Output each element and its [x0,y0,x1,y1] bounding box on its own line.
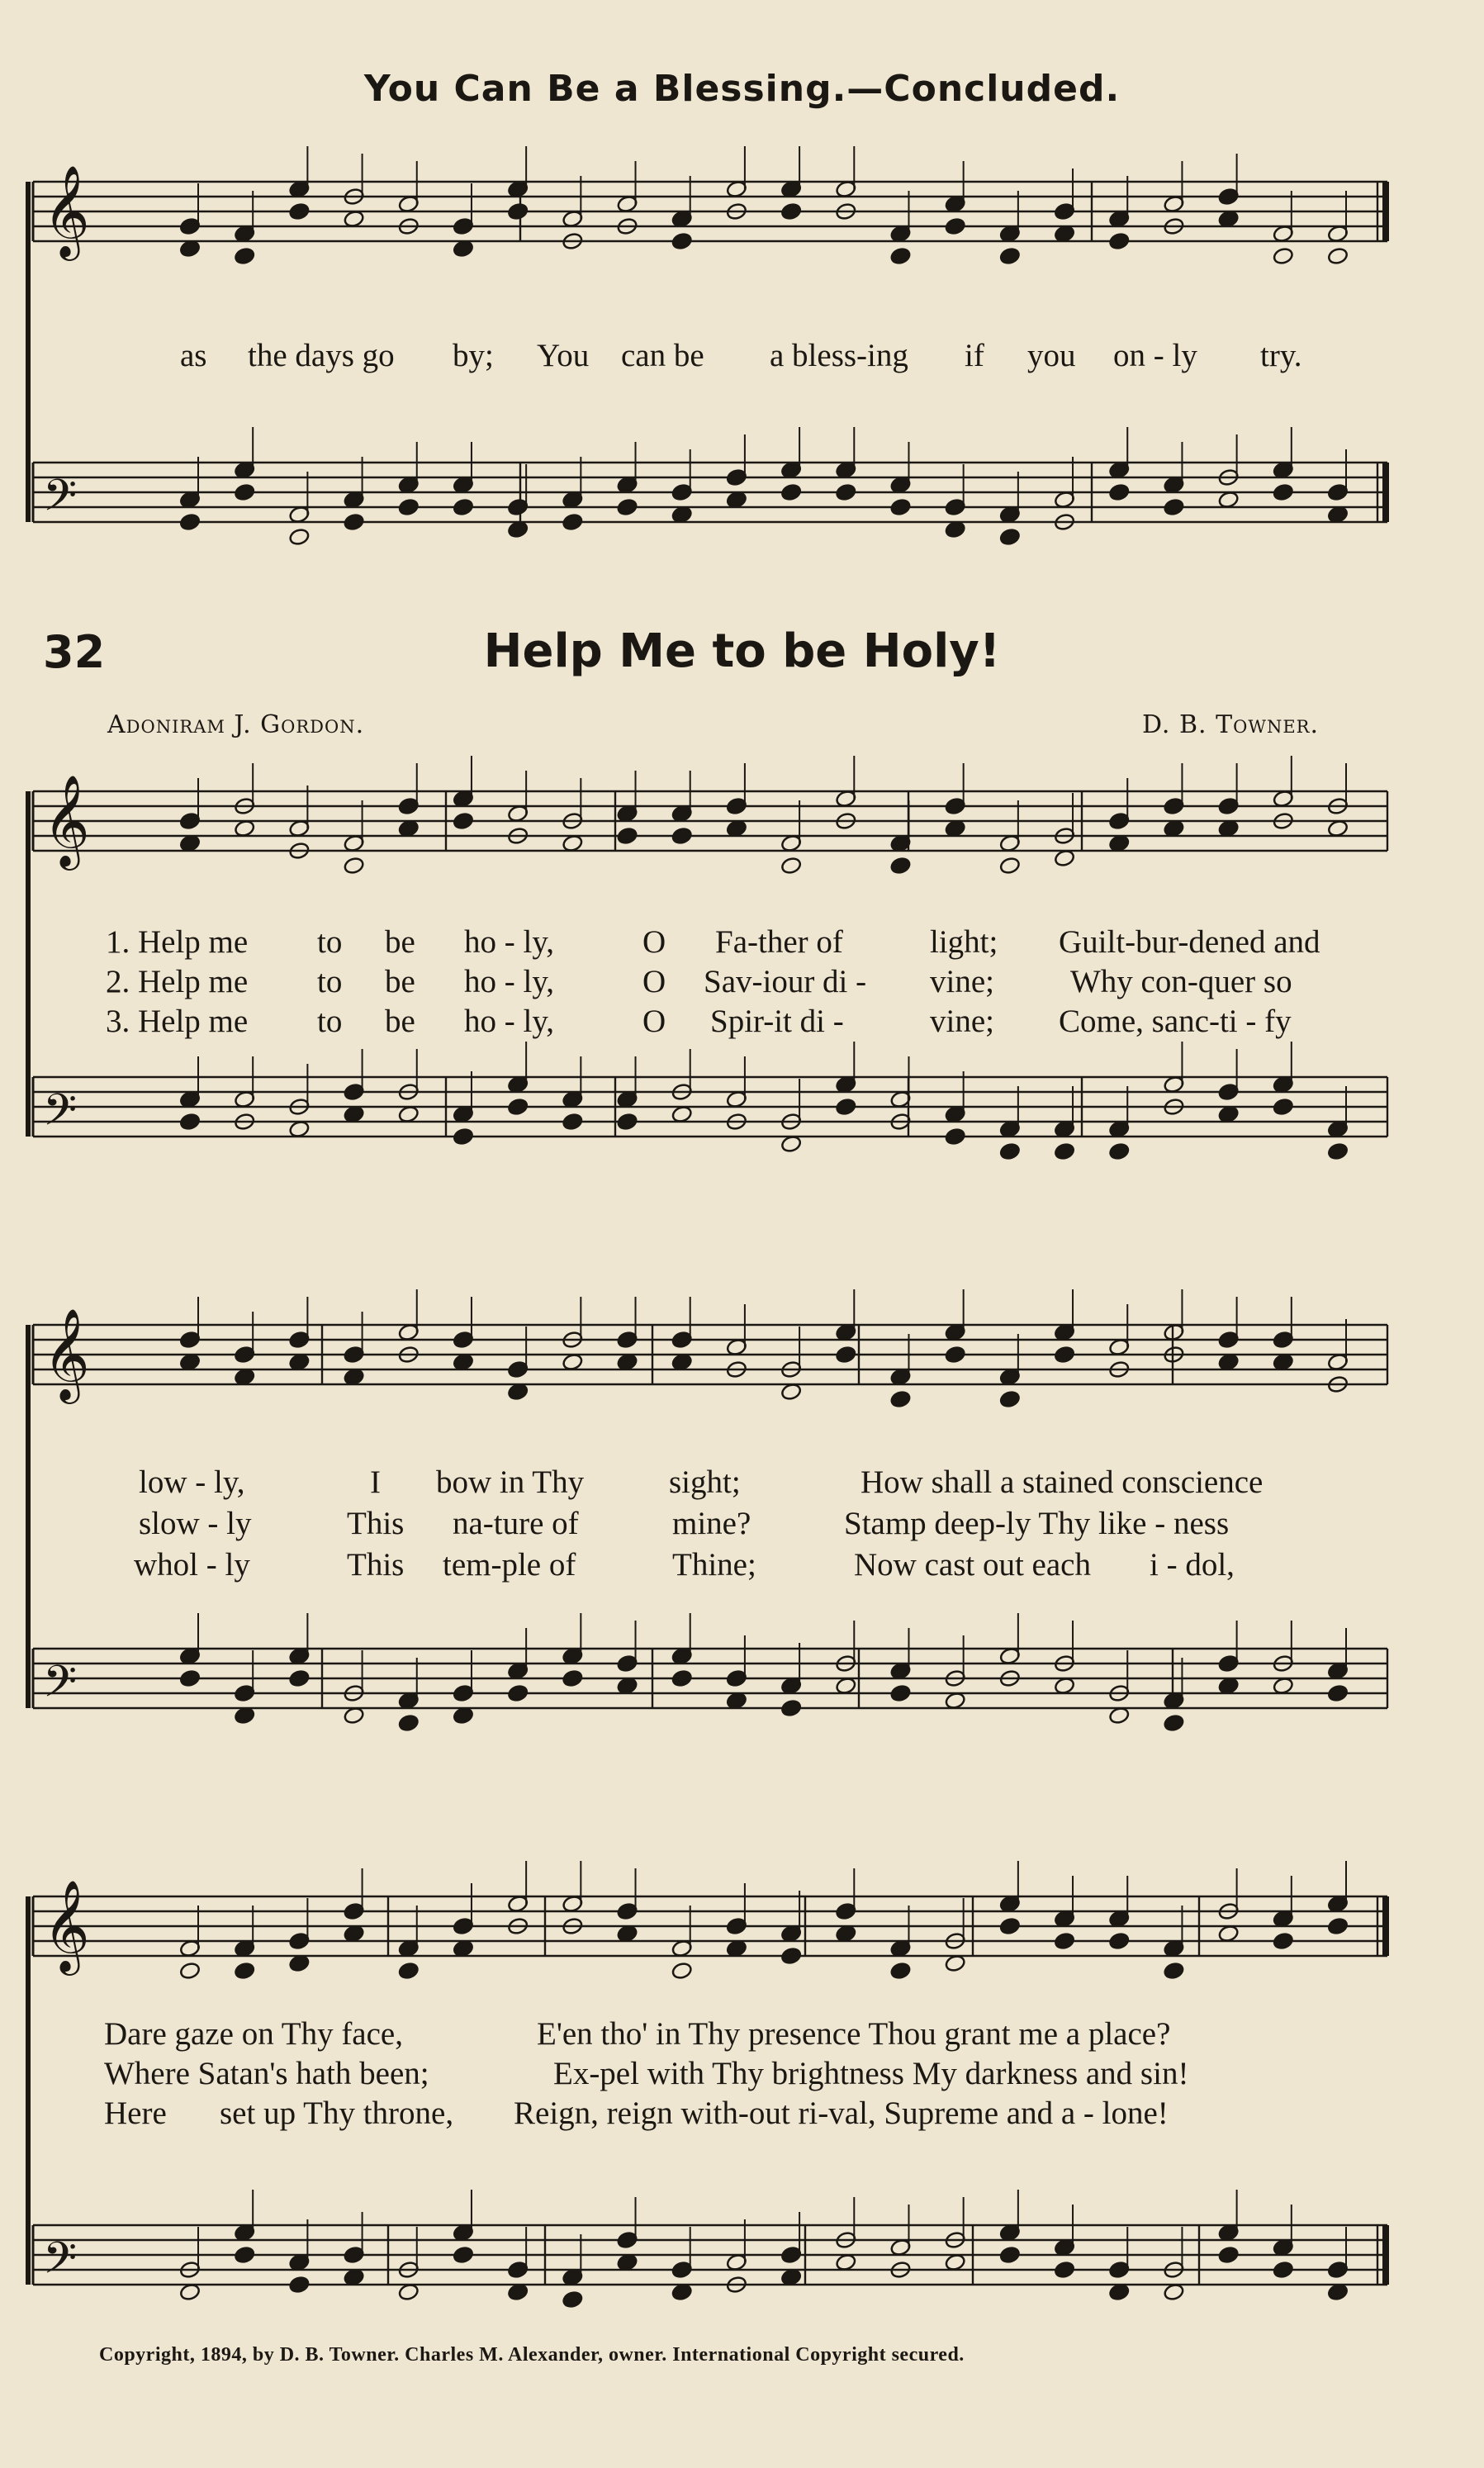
notehead [1327,1142,1349,1161]
notehead [835,483,856,502]
lyric-word: This [347,1547,405,1583]
notehead [889,247,911,266]
notehead [999,1390,1021,1409]
lyric-word: O [642,964,666,999]
notehead [398,1714,420,1733]
notehead [1273,1932,1294,1951]
notehead [1108,232,1130,251]
notehead [288,2276,310,2295]
bass-clef: 𝄢 [43,471,78,532]
lyric-word: be [385,1004,415,1039]
notehead [1163,1714,1184,1733]
notehead [1327,247,1349,266]
treble-clef: 𝄞 [43,164,90,257]
notehead [1327,1917,1349,1936]
previous-hymn-lyrics [0,337,1484,373]
notehead [999,247,1021,266]
bass-clef: 𝄢 [43,1085,78,1146]
verse-3-line [0,2095,1484,2131]
notehead [288,1669,310,1688]
notehead [1273,2261,1294,2280]
lyric-word: I [370,1464,381,1500]
verse-2-line [0,1505,1484,1541]
notehead [507,1684,529,1703]
lyric-word: ho - ly, [464,924,555,960]
notehead [671,1669,693,1688]
treble-clef: 𝄞 [43,774,90,866]
lyric-word: Thine; [672,1547,756,1583]
notehead [234,483,255,502]
notehead [1327,1684,1349,1703]
verse-1-line [0,923,1484,960]
notehead [1054,1142,1075,1161]
lyric-word: Guilt-bur-dened and [1059,924,1320,960]
lyric-word: try. [1260,338,1302,373]
notehead [179,1113,201,1132]
treble-clef: 𝄞 [43,1879,90,1972]
lyric-word: by; [453,338,494,373]
lyric-word: as [180,338,207,373]
lyric-word: to [317,964,343,999]
lyric-word: if [965,338,984,373]
lyric-word: be [385,964,415,999]
notehead [889,1962,911,1981]
lyric-word: ho - ly, [464,964,555,999]
notehead [889,1684,911,1703]
notehead [507,1098,529,1117]
lyric-word: 2. Help me [106,964,249,999]
notehead [1218,2246,1240,2265]
lyric-word: sight; [669,1464,741,1500]
notehead [780,483,802,502]
notehead [453,812,474,831]
notehead [1273,247,1294,266]
lyric-word: O [642,1004,666,1039]
notehead [562,2290,583,2309]
notehead [288,202,310,221]
copyright-notice: Copyright, 1894, by D. B. Towner. Charles M. Alexander, owner. International Copyright secured. [99,2344,965,2366]
lyric-word: whol - ly [134,1547,250,1583]
notehead [453,498,474,517]
lyric-word: You [537,338,590,373]
notehead [1054,2261,1075,2280]
lyric-word: ho - ly, [464,1004,555,1039]
author-credit: Adoniram J. Gordon. [107,710,365,739]
notehead [453,1127,474,1146]
lyric-word: bow in Thy [436,1464,585,1500]
notehead [945,217,966,236]
notehead [234,2246,255,2265]
notehead [999,528,1021,547]
notehead [671,827,693,846]
lyric-word: O [642,924,666,960]
notehead [234,1962,255,1981]
lyric-word: low - ly, [139,1464,245,1500]
notehead [1273,483,1294,502]
notehead [616,498,638,517]
notehead [671,232,693,251]
notehead [398,498,420,517]
notehead [562,1113,583,1132]
lyric-word: This [347,1506,405,1541]
notehead [179,1669,201,1688]
final-bar [1382,182,1389,241]
lyric-word: a bless-ing [770,338,908,373]
notehead [999,857,1021,876]
lyric-word: Ex-pel with Thy brightness My darkness and sin! [553,2056,1189,2091]
notehead [179,513,201,532]
notehead [1108,483,1130,502]
lyric-word: to [317,1004,343,1039]
lyric-word: on - ly [1113,338,1197,373]
verse-1-line [0,2015,1484,2052]
notehead [398,1962,420,1981]
notehead [945,1346,966,1365]
lyric-word: Here [104,2095,167,2131]
verse-2-line [0,2055,1484,2091]
notehead [1163,1962,1184,1981]
notehead [999,1142,1021,1161]
notehead [562,513,583,532]
notehead [1108,1932,1130,1951]
hymn-title: Help Me to be Holy! [483,624,1001,678]
notehead [1273,1098,1294,1117]
verse-3-line [0,1546,1484,1583]
notehead [945,1127,966,1146]
notehead [780,857,802,876]
notehead [1054,1346,1075,1365]
notehead [889,1390,911,1409]
lyric-word: 1. Help me [106,924,249,960]
lyric-word: Now cast out each [854,1547,1091,1583]
notehead [889,498,911,517]
lyric-word: i - dol, [1150,1547,1235,1583]
bass-clef: 𝄢 [43,2233,78,2295]
lyric-word: vine; [930,1004,994,1039]
lyric-word: you [1027,338,1076,373]
lyric-word: 3. Help me [106,1004,249,1039]
lyric-word: Spir-it di - [710,1004,844,1039]
notehead [780,1947,802,1966]
lyric-word: tem-ple of [443,1547,576,1583]
final-bar [1382,2225,1389,2285]
lyric-word: How shall a stained conscience [861,1464,1264,1500]
notehead [835,1098,856,1117]
notehead [835,1346,856,1365]
notehead [453,2246,474,2265]
lyric-word: na-ture of [453,1506,579,1541]
lyric-word: be [385,924,415,960]
lyric-word: Where Satan's hath been; [104,2056,429,2091]
hymn-number: 32 [43,626,106,678]
lyric-word: set up Thy throne, [220,2095,454,2131]
lyric-word: slow - ly [139,1506,252,1541]
bass-clef: 𝄢 [43,1657,78,1718]
treble-clef: 𝄞 [43,1308,90,1400]
lyric-word: Stamp deep-ly Thy like - ness [844,1506,1230,1541]
lyric-word: vine; [930,964,994,999]
lyric-word: can be [621,338,704,373]
lyric-word: mine? [672,1506,751,1541]
notehead [234,247,255,266]
notehead [1108,1142,1130,1161]
lyric-word: to [317,924,343,960]
notehead [1054,1932,1075,1951]
notehead [616,827,638,846]
previous-hymn-heading: You Can Be a Blessing.—Concluded. [363,68,1121,110]
lyric-word: Dare gaze on Thy face, [104,2016,403,2052]
notehead [179,1962,201,1981]
composer-credit: D. B. Towner. [1141,710,1319,739]
verse-3-line [0,1003,1484,1039]
lyric-word: Reign, reign with-out ri-val, Supreme and a - lone! [514,2095,1169,2131]
final-bar [1382,1896,1389,1956]
lyric-word: Fa-ther of [715,924,843,960]
lyric-word: E'en tho' in Thy presence Thou grant me a place? [537,2016,1171,2052]
notehead [780,202,802,221]
final-bar [1382,463,1389,522]
verse-1-line [0,1464,1484,1500]
notehead [288,528,310,547]
notehead [671,1962,693,1981]
notehead [999,2246,1021,2265]
notehead [999,1917,1021,1936]
verse-2-line [0,963,1484,999]
notehead [780,1699,802,1718]
notehead [1163,498,1184,517]
lyric-word: Sav-iour di - [704,964,867,999]
notehead [343,857,364,876]
notehead [562,1669,583,1688]
notehead [507,202,529,221]
lyric-word: Come, sanc-ti - fy [1059,1004,1292,1039]
notehead [616,1113,638,1132]
lyric-word: Why con-quer so [1070,964,1292,999]
notehead [343,513,364,532]
notehead [889,857,911,876]
lyric-word: the days go [248,338,395,373]
lyric-word: light; [930,924,998,960]
